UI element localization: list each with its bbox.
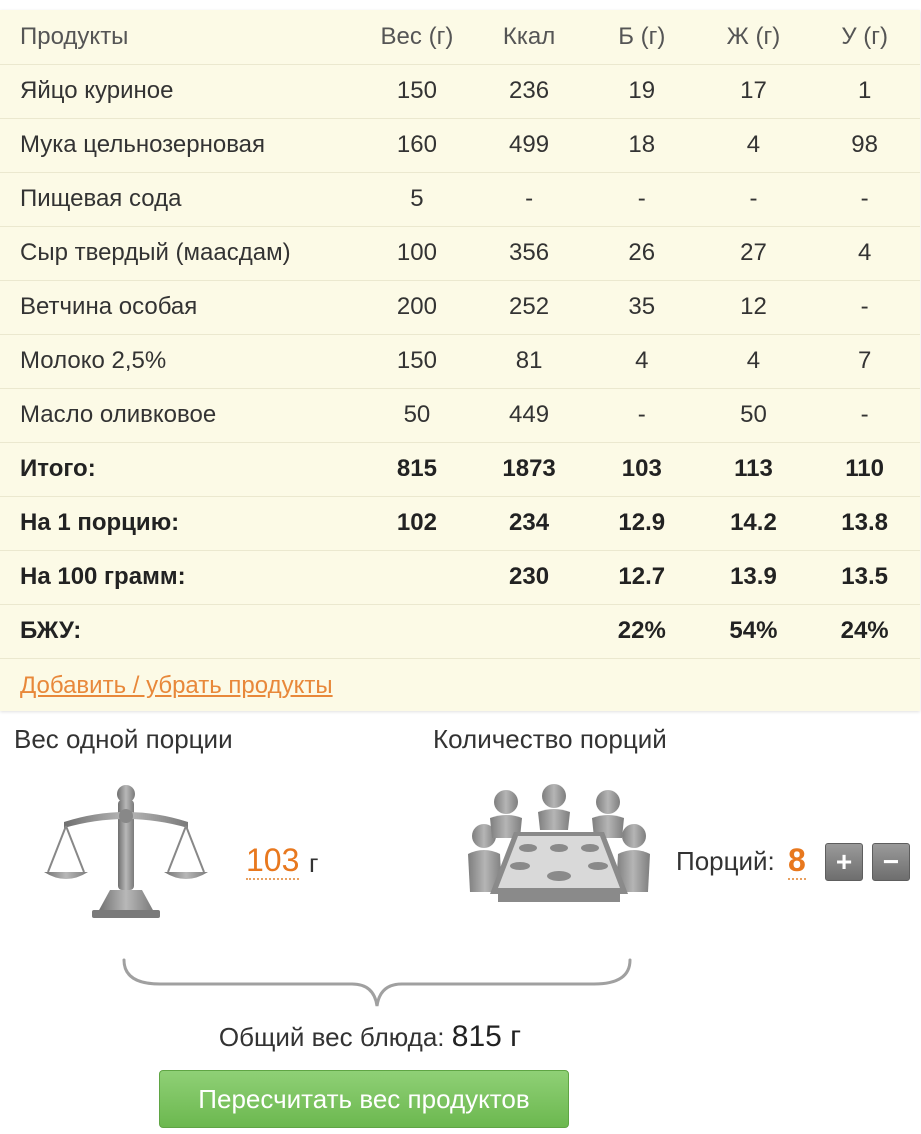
- cell-carbs: 1: [809, 64, 920, 118]
- cell-product: Пищевая сода: [0, 172, 362, 226]
- cell-fat: 4: [698, 334, 810, 388]
- cell-product: Итого:: [0, 442, 362, 496]
- col-header-kcal: Ккал: [472, 10, 586, 64]
- cell-fat: 54%: [698, 604, 810, 658]
- cell-product: Мука цельнозерновая: [0, 118, 362, 172]
- cell-kcal: 449: [472, 388, 586, 442]
- cell-carbs: -: [809, 280, 920, 334]
- cell-protein: 103: [586, 442, 698, 496]
- total-weight-line: [0, 1020, 740, 1054]
- col-header-weight: Вес (г): [362, 10, 473, 64]
- cell-carbs: -: [809, 172, 920, 226]
- cell-carbs: 7: [809, 334, 920, 388]
- cell-protein: -: [586, 172, 698, 226]
- portion-weight-value[interactable]: 103: [246, 842, 300, 878]
- portion-weight-heading: Вес одной порции: [14, 724, 233, 754]
- cell-kcal: 230: [472, 550, 586, 604]
- cell-product: БЖУ:: [0, 604, 362, 658]
- cell-weight: 50: [362, 388, 473, 442]
- cell-product: Ветчина особая: [0, 280, 362, 334]
- meeting-table-icon: [468, 782, 650, 906]
- cell-protein: 22%: [586, 604, 698, 658]
- portions-label: Порций:: [676, 846, 775, 876]
- nutrition-table: [0, 10, 920, 659]
- summary-row: [0, 604, 920, 658]
- cell-kcal: 234: [472, 496, 586, 550]
- recalculate-weight-button[interactable]: Пересчитать вес продуктов: [159, 1070, 569, 1128]
- table-row: [0, 118, 920, 172]
- cell-protein: -: [586, 388, 698, 442]
- portion-count-heading: Количество порций: [433, 724, 667, 754]
- cell-protein: 12.7: [586, 550, 698, 604]
- cell-carbs: 13.5: [809, 550, 920, 604]
- cell-kcal: -: [472, 172, 586, 226]
- cell-protein: 35: [586, 280, 698, 334]
- total-weight-value: 815 г: [451, 1020, 522, 1053]
- cell-protein: 4: [586, 334, 698, 388]
- cell-weight: 102: [362, 496, 473, 550]
- cell-protein: 12.9: [586, 496, 698, 550]
- cell-carbs: 110: [809, 442, 920, 496]
- total-weight-label: Общий вес блюда:: [218, 1022, 445, 1052]
- portion-weight-unit: г: [309, 848, 319, 878]
- cell-product: Сыр твердый (маасдам): [0, 226, 362, 280]
- add-products-row: [0, 659, 920, 713]
- cell-fat: 13.9: [698, 550, 810, 604]
- cell-kcal: 236: [472, 64, 586, 118]
- cell-weight: 5: [362, 172, 473, 226]
- cell-fat: 27: [698, 226, 810, 280]
- decrease-portions-button[interactable]: −: [872, 843, 910, 881]
- cell-protein: 18: [586, 118, 698, 172]
- add-remove-products-link[interactable]: Добавить / убрать продукты: [20, 671, 333, 699]
- cell-kcal: 356: [472, 226, 586, 280]
- cell-weight: 100: [362, 226, 473, 280]
- cell-kcal: 1873: [472, 442, 586, 496]
- cell-fat: 50: [698, 388, 810, 442]
- cell-kcal: 252: [472, 280, 586, 334]
- cell-kcal: [472, 604, 586, 658]
- portions-value[interactable]: 8: [788, 842, 806, 878]
- nutrition-table-panel: [0, 10, 920, 711]
- cell-fat: 14.2: [698, 496, 810, 550]
- col-header-carbs: У (г): [809, 10, 920, 64]
- cell-product: На 100 грамм:: [0, 550, 362, 604]
- table-row: [0, 388, 920, 442]
- cell-protein: 26: [586, 226, 698, 280]
- cell-weight: 150: [362, 64, 473, 118]
- col-header-protein: Б (г): [586, 10, 698, 64]
- table-row: [0, 334, 920, 388]
- cell-fat: 12: [698, 280, 810, 334]
- cell-weight: [362, 550, 473, 604]
- cell-fat: 113: [698, 442, 810, 496]
- cell-product: На 1 порцию:: [0, 496, 362, 550]
- cell-product: Яйцо куриное: [0, 64, 362, 118]
- table-row: [0, 226, 920, 280]
- cell-kcal: 81: [472, 334, 586, 388]
- cell-carbs: 98: [809, 118, 920, 172]
- cell-weight: 150: [362, 334, 473, 388]
- cell-carbs: 13.8: [809, 496, 920, 550]
- brace-icon: [120, 956, 634, 1012]
- table-row: [0, 280, 920, 334]
- cell-kcal: 499: [472, 118, 586, 172]
- cell-fat: 17: [698, 64, 810, 118]
- cell-carbs: 24%: [809, 604, 920, 658]
- col-header-product: Продукты: [0, 10, 362, 64]
- cell-weight: 200: [362, 280, 473, 334]
- summary-row: [0, 550, 920, 604]
- table-header-row: [0, 10, 920, 64]
- cell-product: Молоко 2,5%: [0, 334, 362, 388]
- cell-fat: -: [698, 172, 810, 226]
- scale-icon: [42, 780, 210, 920]
- cell-fat: 4: [698, 118, 810, 172]
- summary-row: [0, 496, 920, 550]
- cell-carbs: -: [809, 388, 920, 442]
- cell-weight: [362, 604, 473, 658]
- cell-product: Масло оливковое: [0, 388, 362, 442]
- cell-weight: 815: [362, 442, 473, 496]
- cell-carbs: 4: [809, 226, 920, 280]
- col-header-fat: Ж (г): [698, 10, 810, 64]
- summary-row: [0, 442, 920, 496]
- table-row: [0, 172, 920, 226]
- cell-weight: 160: [362, 118, 473, 172]
- cell-protein: 19: [586, 64, 698, 118]
- table-row: [0, 64, 920, 118]
- increase-portions-button[interactable]: +: [825, 843, 863, 881]
